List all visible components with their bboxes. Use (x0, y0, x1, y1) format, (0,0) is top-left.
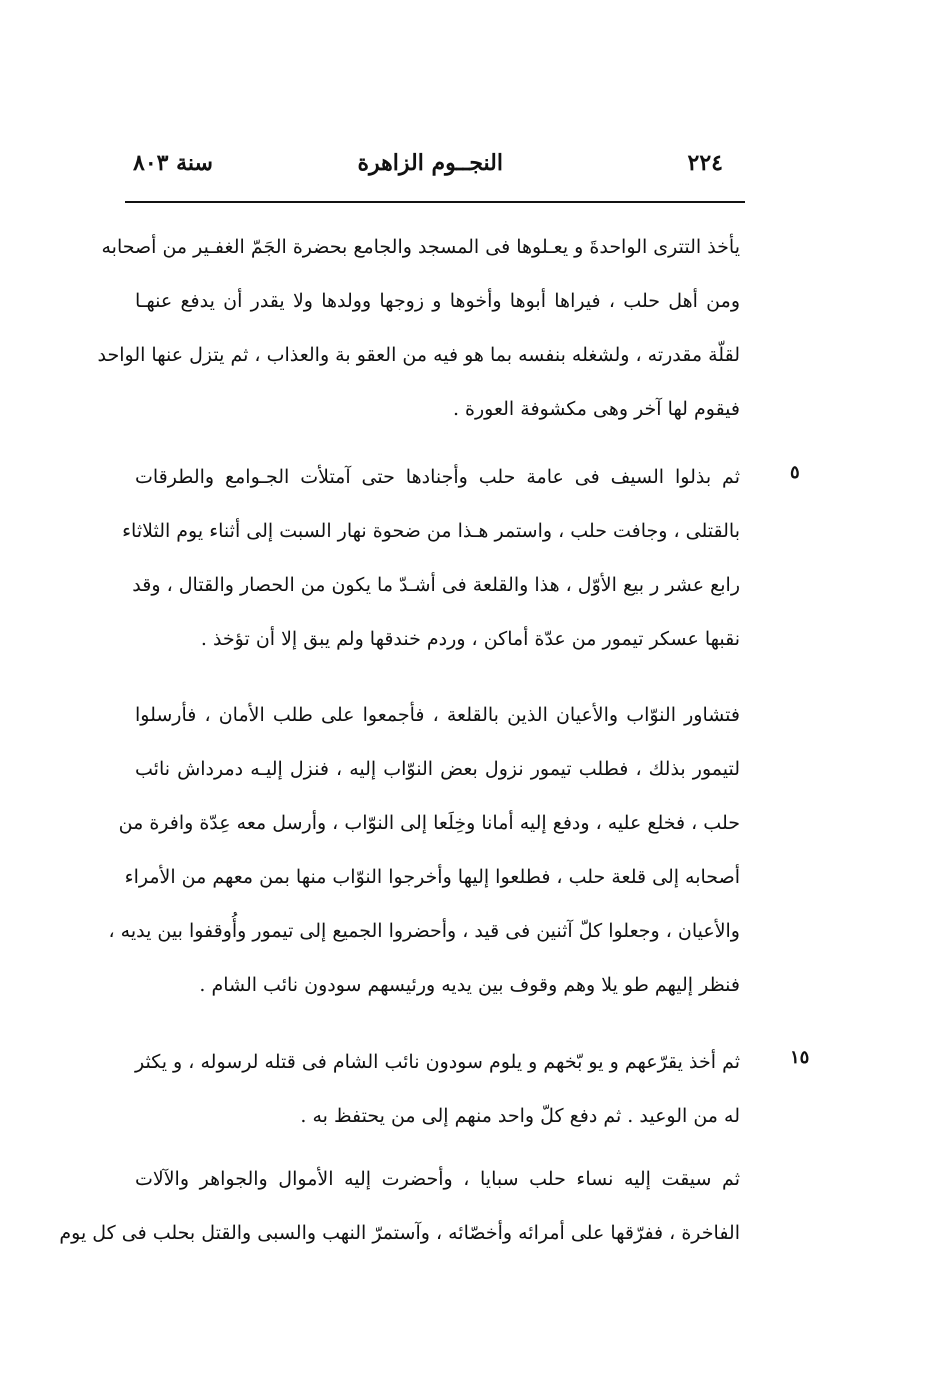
text-line: فتشاور النوّاب والأعيان الذين بالقلعة ، فأجمعوا على طلب الأمان ، فأرسلوا (135, 704, 740, 726)
margin-line-number-5: ٥ (790, 462, 800, 483)
text-line: الفاخرة ، ففرّقها على أمرائه وأخصّائه ، وآستمرّ النهب والسبى والقتل بحلب فى كل يوم (59, 1222, 740, 1244)
margin-line-number-15: ١٥ (790, 1047, 810, 1068)
text-line: لتيمور بذلك ، فطلب تيمور نزول بعض النوّاب إليه ، فنزل إليـه دمرداش نائب (135, 758, 740, 780)
text-line: لقلّة مقدرته ، ولشغله بنفسه بما هو فيه من العقو بة والعذاب ، ثم يتزل عنها الواحد (97, 344, 740, 366)
page-header (125, 150, 745, 190)
paragraph-4 (135, 1035, 740, 1143)
paragraph-2 (122, 450, 740, 666)
text-line: نقبها عسكر تيمور من عدّة أماكن ، وردم خندقها ولم يبق إلا أن تؤخذ . (200, 628, 740, 650)
text-line: أصحابه إلى قلعة حلب ، فطلعوا إليها وأخرجوا النوّاب منها بمن معهم من الأمراء (124, 866, 740, 888)
text-line: له من الوعيد . ثم دفع كلّ واحد منهم إلى من يحتفظ به . (300, 1105, 740, 1127)
text-line: بالقتلى ، وجافت حلب ، واستمر هـذا من ضحوة نهار السبت إلى أثناء يوم الثلاثاء (122, 520, 740, 542)
text-line: رابع عشر ر بيع الأوّل ، هذا والقلعة فى أشـدّ ما يكون من الحصار والقتال ، وقد (132, 574, 740, 596)
header-rule (125, 201, 745, 203)
text-line: والأعيان ، وجعلوا كلّ آثنين فى قيد ، وأحضروا الجميع إلى تيمور وأُوقفوا بين يديه ، (108, 920, 740, 942)
text-line: فيقوم لها آخر وهى مكشوفة العورة . (452, 398, 740, 420)
page-number: ٢٢٤ (687, 150, 723, 176)
paragraph-3 (108, 688, 740, 1012)
text-line: حلب ، فخلع عليه ، ودفع إليه أمانا وخِلَعا إلى النوّاب ، وأرسل معه عِدّة وافرة من (118, 812, 740, 834)
text-line: ثم سيقت إليه نساء حلب سبايا ، وأحضرت إليه الأموال والجواهر والآلات (135, 1168, 740, 1190)
header-year: سنة ٨٠٣ (133, 150, 213, 176)
paragraph-5 (59, 1152, 740, 1260)
paragraph-1 (97, 220, 740, 436)
text-line: ثم بذلوا السيف فى عامة حلب وأجنادها حتى آمتلأت الجـوامع والطرقات (135, 466, 740, 488)
text-line: فنظر إليهم طو يلا وهم وقوف بين يديه ورئيسهم سودون نائب الشام . (199, 974, 740, 996)
text-line: يأخذ التترى الواحدةَ و يعـلوها فى المسجد والجامع بحضرة الجَمّ الغفـير من أصحابه (101, 236, 740, 258)
text-line: ثم أخذ يقرّعهم و يو بّخهم و يلوم سودون نائب الشام فى قتله لرسوله ، و يكثر (135, 1051, 740, 1073)
text-line: ومن أهل حلب ، فيراها أبوها وأخوها و زوجها وولدها ولا يقدر أن يدفع عنهـا (135, 290, 740, 312)
running-title: النجــوم الزاهرة (357, 150, 503, 176)
